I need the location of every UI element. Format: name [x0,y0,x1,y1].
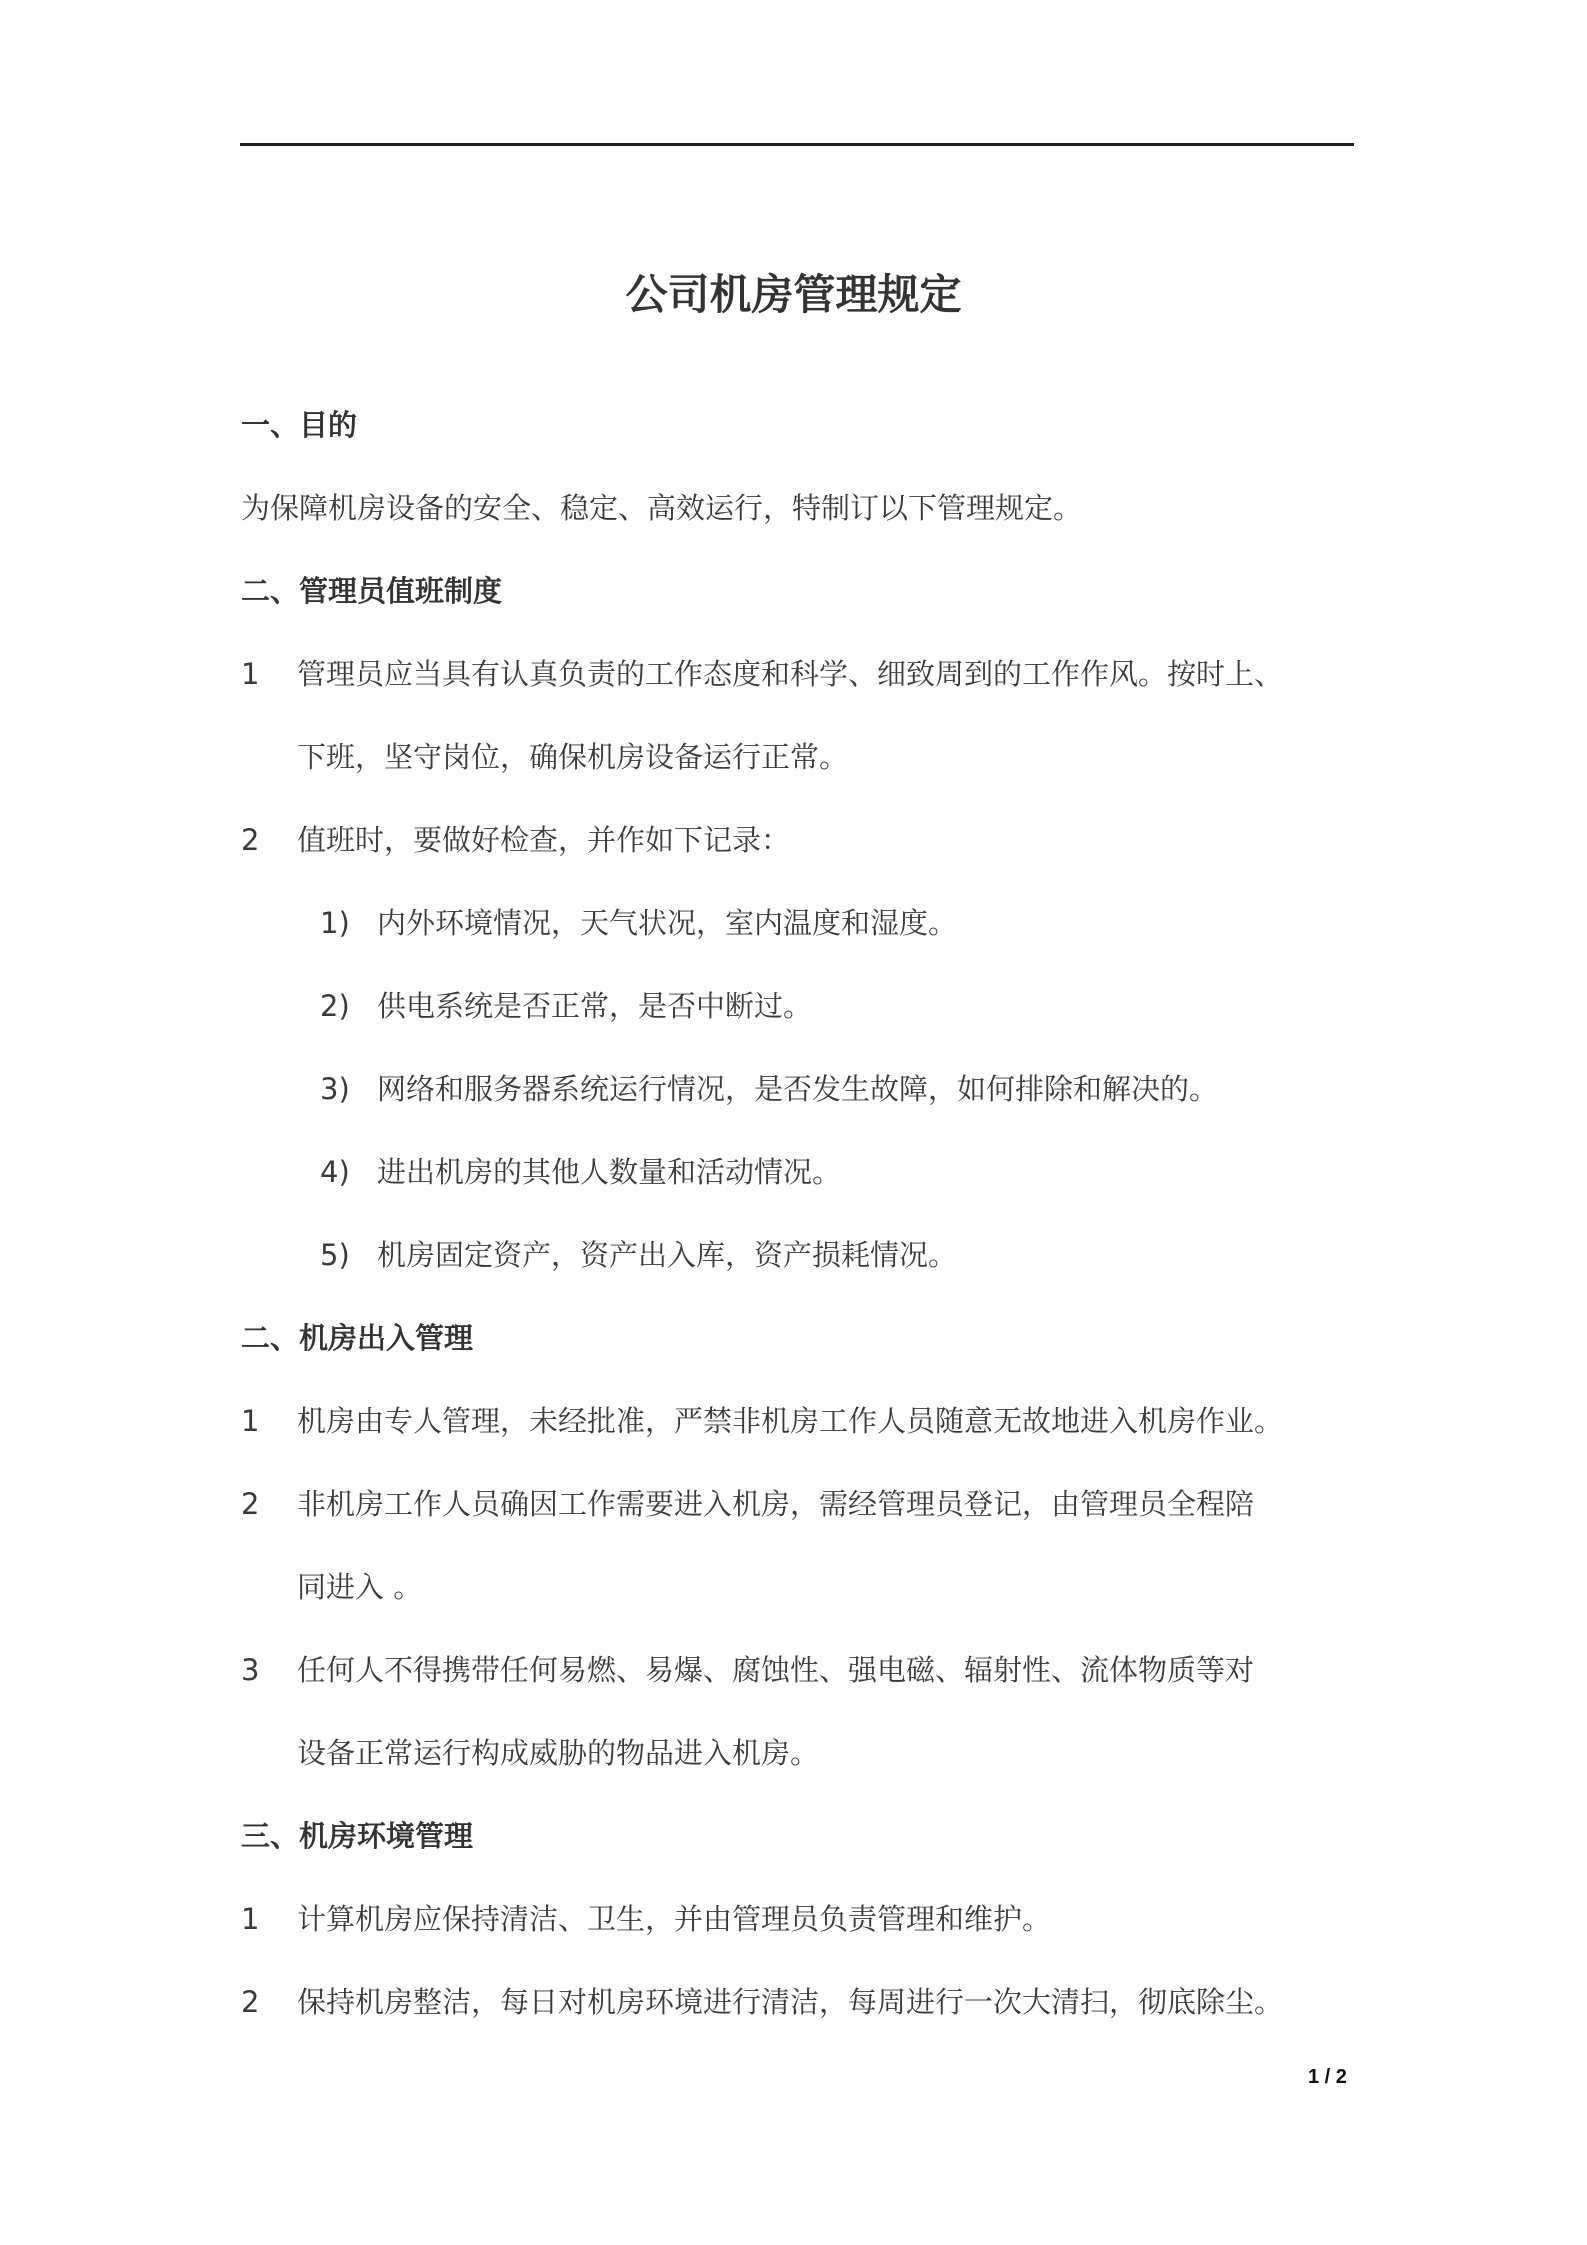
document-title: 公司机房管理规定 [625,270,962,319]
item-text: 非机房工作人员确因工作需要进入机房，需经管理员登记，由管理员全程陪 [297,1487,1255,1521]
item-number: 2 [241,823,260,857]
section-heading-purpose: 一、目的 [241,408,358,442]
section-heading-access: 二、机房出入管理 [241,1321,474,1355]
item-number: 1 [241,1404,260,1438]
sub-item-text: 供电系统是否正常，是否中断过。 [377,989,813,1023]
item-text: 保持机房整洁，每日对机房环境进行清洁，每周进行一次大清扫，彻底除尘。 [297,1985,1284,2019]
purpose-paragraph: 为保障机房设备的安全、稳定、高效运行，特制订以下管理规定。 [241,491,1083,525]
sub-item-number: 5) [320,1238,350,1272]
item-text: 管理员应当具有认真负责的工作态度和科学、细致周到的工作作风。按时上、 [297,657,1284,691]
item-text: 机房由专人管理，未经批准，严禁非机房工作人员随意无故地进入机房作业。 [297,1404,1284,1438]
sub-item-text: 进出机房的其他人数量和活动情况。 [377,1155,842,1189]
sub-item-number: 4) [320,1155,350,1189]
item-text: 设备正常运行构成威胁的物品进入机房。 [297,1736,820,1770]
sub-item-number: 2) [320,989,350,1023]
item-number: 2 [241,1487,260,1521]
sub-item-text: 机房固定资产，资产出入库，资产损耗情况。 [377,1238,958,1272]
sub-item-text: 网络和服务器系统运行情况，是否发生故障，如何排除和解决的。 [377,1072,1219,1106]
item-number: 2 [241,1985,260,2019]
header-rule [240,143,1354,146]
item-text: 值班时，要做好检查，并作如下记录： [297,823,791,857]
sub-item-text: 内外环境情况，天气状况，室内温度和湿度。 [377,906,958,940]
item-text: 任何人不得携带任何易燃、易爆、腐蚀性、强电磁、辐射性、流体物质等对 [297,1653,1255,1687]
item-number: 1 [241,657,260,691]
item-number: 3 [241,1653,260,1687]
item-text: 下班，坚守岗位，确保机房设备运行正常。 [297,740,849,774]
section-heading-environment: 三、机房环境管理 [241,1819,474,1853]
page-number: 1 / 2 [1308,2066,1347,2088]
item-number: 1 [241,1902,260,1936]
item-text: 计算机房应保持清洁、卫生，并由管理员负责管理和维护。 [297,1902,1052,1936]
sub-item-number: 1) [320,906,350,940]
item-text: 同进入 。 [297,1570,423,1604]
sub-item-number: 3) [320,1072,350,1106]
section-heading-duty: 二、管理员值班制度 [241,574,503,608]
